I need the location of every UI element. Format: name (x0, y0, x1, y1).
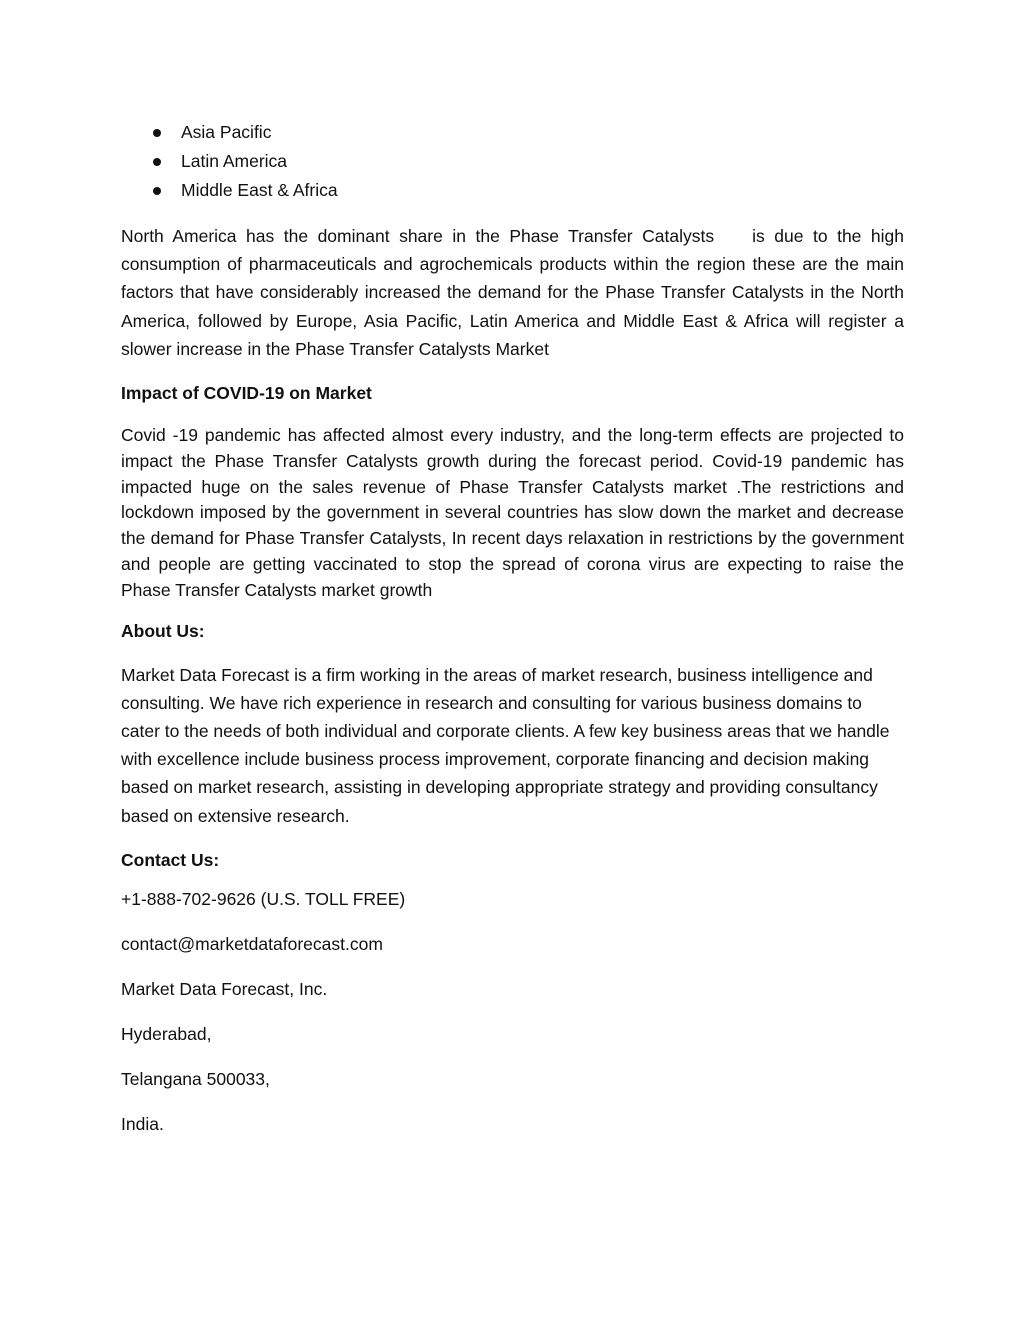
contact-phone: +1-888-702-9626 (U.S. TOLL FREE) (121, 888, 406, 909)
list-item-region (121, 147, 904, 176)
region-label: Middle East & Africa (181, 180, 338, 200)
about-paragraph: Market Data Forecast is a firm working in the areas of market research, business intelligence and consulting. We have rich experience in research and consulting for various business domains to cater to the needs of both individual and corporate clients. A few key business areas that we handle with excellence include business process improvement, corporate financing and decision making based on market research, assisting in developing appropriate strategy and providing consultancy based on extensive research. (121, 664, 890, 826)
bullet-icon (153, 129, 161, 137)
market-share-paragraph: North America has the dominant share in the Phase Transfer Catalysts is due to the high consumption of pharmaceuticals and agrochemicals products within the region these are the main factors that have considerably increased the demand for the Phase Transfer Catalysts in the North America, followed by Europe, Asia Pacific, Latin America and Middle East & Africa will register a slower increase in the Phase Transfer Catalysts Market (121, 226, 909, 359)
region-list (121, 118, 904, 205)
region-label: Latin America (181, 151, 288, 171)
list-item-region (121, 118, 904, 147)
contact-country: India. (121, 1113, 164, 1134)
bullet-icon (153, 187, 161, 195)
contact-state: Telangana 500033, (121, 1068, 270, 1089)
bullet-icon (153, 158, 161, 166)
contact-city: Hyderabad, (121, 1023, 212, 1044)
covid-heading: Impact of COVID-19 on Market (121, 383, 372, 404)
contact-company: Market Data Forecast, Inc. (121, 978, 328, 999)
contact-email: contact@marketdataforecast.com (121, 933, 383, 954)
region-label: Asia Pacific (181, 122, 272, 142)
document-page (121, 118, 909, 1138)
covid-paragraph: Covid -19 pandemic has affected almost every industry, and the long-term effects are projected to impact the Phase Transfer Catalysts growth during the forecast period. Covid-19 pandemic has impacted huge on the sales revenue of Phase Transfer Catalysts market .The restrictions and lockdown imposed by the government in several countries has slow down the market and decrease the demand for Phase Transfer Catalysts, In recent days relaxation in restrictions by the government and people are getting vaccinated to stop the spread of corona virus are expecting to raise the Phase Transfer Catalysts market growth (121, 425, 904, 600)
about-heading: About Us: (121, 620, 205, 641)
contact-heading: Contact Us: (121, 849, 220, 870)
list-item-region (121, 176, 904, 205)
